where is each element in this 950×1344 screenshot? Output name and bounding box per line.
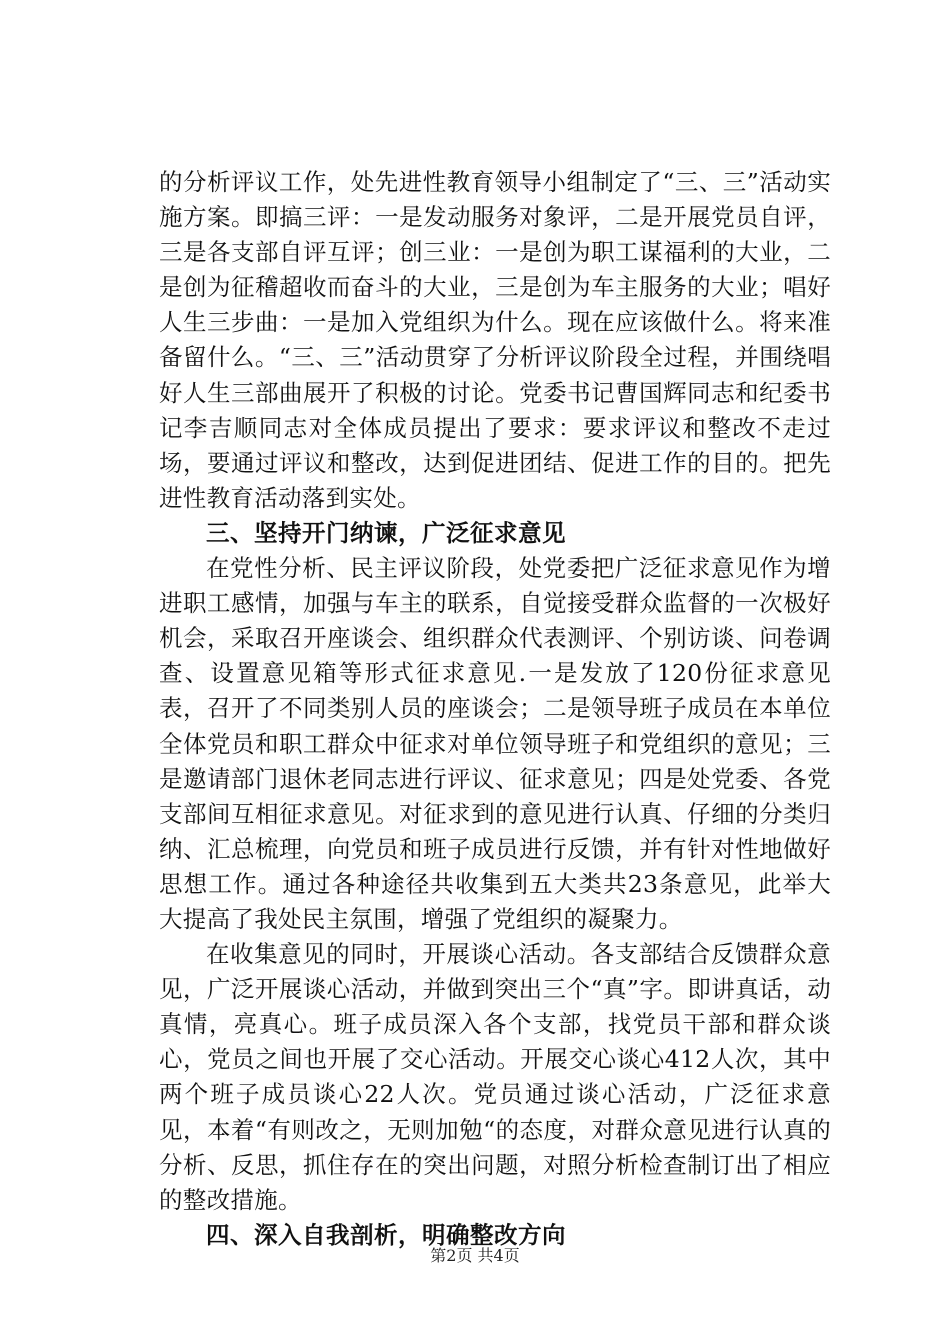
section-heading-3: 三、坚持开门纳谏，广泛征求意见 (206, 518, 566, 547)
section-heading-4: 四、深入自我剖析，明确整改方向 (206, 1220, 566, 1249)
paragraph-heart-to-heart: 在收集意见的同时，开展谈心活动。各支部结合反馈群众意见，广泛开展谈心活动，并做到突出三个“真”字。即讲真话，动真情，亮真心。班子成员深入各个支部，找党员干部和群众谈心，党员之间也开展了交心活动。开展交心谈心412人次，其中两个班子成员谈心22人次。党员通过谈心活动，广泛征求意见，本着“有则改之，无则加勉“的态度，对群众意见进行认真的分析、反思，抓住存在的突出问题，对照分析检查制订出了相应的整改措施。 (159, 940, 831, 1214)
paragraph-solicit-opinions: 在党性分析、民主评议阶段，处党委把广泛征求意见作为增进职工感情，加强与车主的联系，自觉接受群众监督的一次极好机会，采取召开座谈会、组织群众代表测评、个别访谈、问卷调查、设置意见箱等形式征求意见.一是发放了120份征求意见表，召开了不同类别人员的座谈会；二是领导班子成员在本单位全体党员和职工群众中征求对单位领导班子和党组织的意见；三是邀请部门退休老同志进行评议、征求意见；四是处党委、各党支部间互相征求意见。对征求到的意见进行认真、仔细的分类归纳、汇总梳理，向党员和班子成员进行反馈，并有针对性地做好思想工作。通过各种途径共收集到五大类共23条意见，此举大大提高了我处民主氛围，增强了党组织的凝聚力。 (159, 554, 831, 933)
page-number-footer: 第2页 共4页 (430, 1246, 520, 1265)
paragraph-continued: 的分析评议工作，处先进性教育领导小组制定了“三、三”活动实施方案。即搞三评：一是发动服务对象评，二是开展党员自评，三是各支部自评互评；创三业：一是创为职工谋福利的大业，二是创为征稽超收而奋斗的大业，三是创为车主服务的大业；唱好人生三步曲：一是加入党组织为什么。现在应该做什么。将来准备留什么。“三、三”活动贯穿了分析评议阶段全过程，并围绕唱好人生三部曲展开了积极的讨论。党委书记曹国辉同志和纪委书记李吉顺同志对全体成员提出了要求：要求评议和整改不走过场，要通过评议和整改，达到促进团结、促进工作的目的。把先进性教育活动落到实处。 (159, 168, 831, 512)
document-body (159, 165, 831, 1253)
